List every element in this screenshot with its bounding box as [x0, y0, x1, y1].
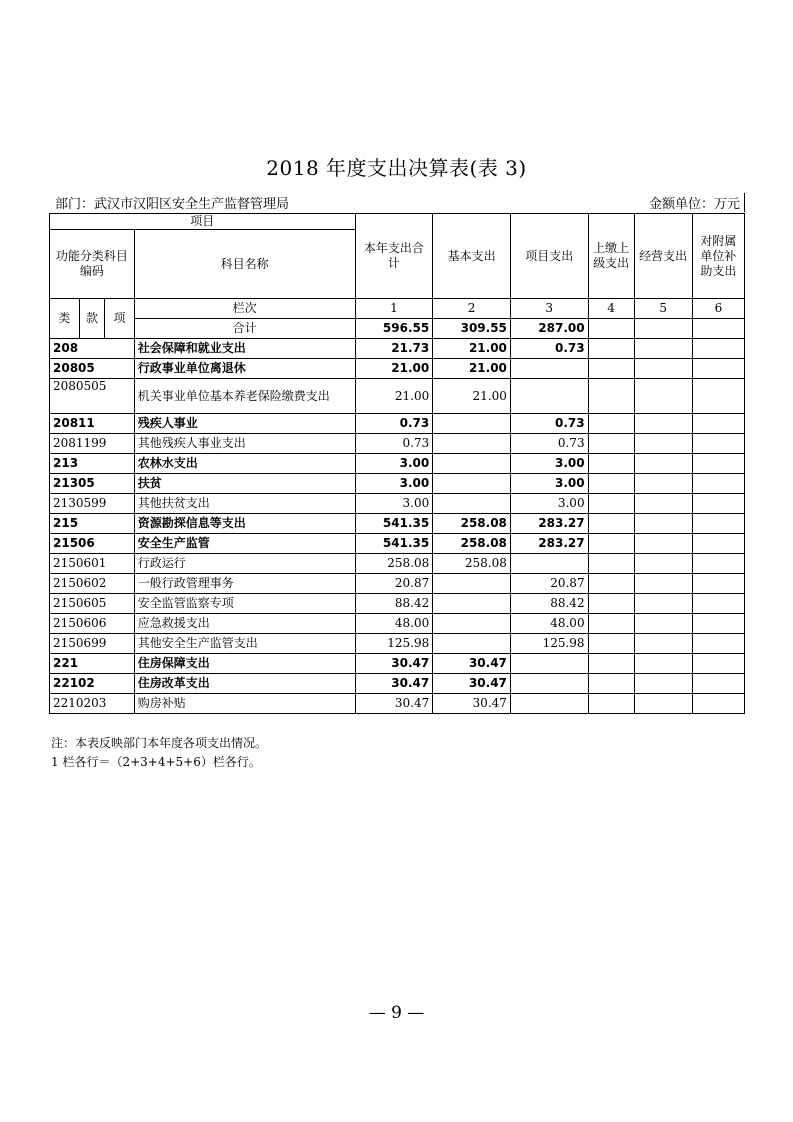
col-number-2: 2: [433, 299, 511, 319]
row-name: 安全监管监察专项: [134, 594, 355, 614]
row-col1: 125.98: [355, 634, 433, 654]
row-name: 残疾人事业: [134, 414, 355, 434]
row-col2: 30.47: [433, 674, 511, 694]
table-row: [50, 694, 745, 714]
expenditure-table: [49, 213, 745, 714]
table-row: [50, 434, 745, 454]
row-col3: 0.73: [510, 414, 588, 434]
row-col2: 258.08: [433, 514, 511, 534]
total-col3: 287.00: [510, 319, 588, 339]
row-col3: [510, 379, 588, 414]
row-name: 行政运行: [134, 554, 355, 574]
row-col1: 258.08: [355, 554, 433, 574]
table-row: [50, 379, 745, 414]
row-col1: 3.00: [355, 454, 433, 474]
row-col1: 88.42: [355, 594, 433, 614]
table-row: [50, 614, 745, 634]
table-row: [50, 594, 745, 614]
header-func-code: 功能分类科目编码: [50, 230, 135, 299]
row-col2: [433, 454, 511, 474]
row-col1: 48.00: [355, 614, 433, 634]
col-number-4: 4: [588, 299, 634, 319]
row-name: 机关事业单位基本养老保险缴费支出: [134, 379, 355, 414]
header-lanci: 栏次: [134, 299, 355, 319]
row-code: 2130599: [50, 494, 135, 514]
header-col2: 基本支出: [433, 214, 511, 299]
row-col3: [510, 654, 588, 674]
table-row: [50, 674, 745, 694]
header-subject-name: 科目名称: [134, 230, 355, 299]
row-code: 2210203: [50, 694, 135, 714]
row-col2: [433, 434, 511, 454]
row-name: 住房保障支出: [134, 654, 355, 674]
unit-label: 金额单位：万元: [649, 193, 745, 212]
row-col3: [510, 674, 588, 694]
row-col2: [433, 594, 511, 614]
row-col3: 283.27: [510, 514, 588, 534]
row-col3: 3.00: [510, 454, 588, 474]
row-col2: [433, 574, 511, 594]
page-number: — 9 —: [368, 1003, 425, 1023]
row-col2: [433, 474, 511, 494]
row-col1: 541.35: [355, 534, 433, 554]
header-col3: 项目支出: [510, 214, 588, 299]
table-row: [50, 359, 745, 379]
page-title: 2018 年度支出决算表(表 3): [266, 156, 527, 180]
department-label: 部门：武汉市汉阳区安全生产监督管理局: [55, 197, 290, 212]
row-col1: 541.35: [355, 514, 433, 534]
row-name: 其他安全生产监管支出: [134, 634, 355, 654]
total-label: 合计: [134, 319, 355, 339]
row-code: 215: [50, 514, 135, 534]
row-col1: 30.47: [355, 674, 433, 694]
table-row: [50, 534, 745, 554]
row-col1: 0.73: [355, 434, 433, 454]
header-lei: 类: [50, 299, 80, 339]
row-col1: 0.73: [355, 414, 433, 434]
row-code: 20805: [50, 359, 135, 379]
row-col2: 30.47: [433, 694, 511, 714]
row-code: 2150601: [50, 554, 135, 574]
total-col1: 596.55: [355, 319, 433, 339]
row-name: 应急救援支出: [134, 614, 355, 634]
row-col3: 20.87: [510, 574, 588, 594]
total-col2: 309.55: [433, 319, 511, 339]
row-col1: 30.47: [355, 694, 433, 714]
row-name: 一般行政管理事务: [134, 574, 355, 594]
row-col1: 21.00: [355, 379, 433, 414]
row-col2: [433, 634, 511, 654]
row-code: 21305: [50, 474, 135, 494]
row-code: 2081199: [50, 434, 135, 454]
row-code: 2150602: [50, 574, 135, 594]
row-col1: 21.00: [355, 359, 433, 379]
table-row: [50, 574, 745, 594]
row-col2: [433, 494, 511, 514]
note-2: 1 栏各行＝（2+3+4+5+6）栏各行。: [51, 755, 261, 769]
header-row-project: [50, 214, 745, 230]
row-code: 2150606: [50, 614, 135, 634]
row-col2: 258.08: [433, 534, 511, 554]
row-name: 安全生产监管: [134, 534, 355, 554]
row-col3: 3.00: [510, 494, 588, 514]
table-row: [50, 554, 745, 574]
row-col3: 125.98: [510, 634, 588, 654]
row-code: 2150605: [50, 594, 135, 614]
row-col2: 258.08: [433, 554, 511, 574]
row-col3: [510, 694, 588, 714]
row-name: 住房改革支出: [134, 674, 355, 694]
header-kuan: 款: [79, 299, 105, 339]
col-number-3: 3: [510, 299, 588, 319]
total-row: [50, 319, 745, 339]
row-col1: 3.00: [355, 474, 433, 494]
table-row: [50, 514, 745, 534]
row-name: 扶贫: [134, 474, 355, 494]
row-code: 2150699: [50, 634, 135, 654]
row-col2: 30.47: [433, 654, 511, 674]
row-name: 农林水支出: [134, 454, 355, 474]
row-col3: 283.27: [510, 534, 588, 554]
row-col3: 0.73: [510, 339, 588, 359]
row-code: 20811: [50, 414, 135, 434]
header-col4: 上缴上级支出: [588, 214, 634, 299]
row-code: 208: [50, 339, 135, 359]
row-col2: 21.00: [433, 379, 511, 414]
table-row: [50, 494, 745, 514]
table-row: [50, 634, 745, 654]
row-col3: 48.00: [510, 614, 588, 634]
row-name: 购房补贴: [134, 694, 355, 714]
row-code: 2080505: [50, 379, 135, 414]
row-col3: [510, 359, 588, 379]
row-name: 其他残疾人事业支出: [134, 434, 355, 454]
row-code: 221: [50, 654, 135, 674]
table-row: [50, 474, 745, 494]
row-col3: 3.00: [510, 474, 588, 494]
row-col3: [510, 554, 588, 574]
table-row: [50, 654, 745, 674]
header-col5: 经营支出: [634, 214, 692, 299]
table-row: [50, 414, 745, 434]
row-name: 社会保障和就业支出: [134, 339, 355, 359]
row-col1: 3.00: [355, 494, 433, 514]
table-row: [50, 339, 745, 359]
row-name: 行政事业单位离退休: [134, 359, 355, 379]
row-col2: 21.00: [433, 339, 511, 359]
row-name: 其他扶贫支出: [134, 494, 355, 514]
header-xiang: 项: [105, 299, 135, 339]
table-row: [50, 454, 745, 474]
note-1: 注：本表反映部门本年度各项支出情况。: [51, 736, 268, 750]
row-col3: 88.42: [510, 594, 588, 614]
row-col1: 20.87: [355, 574, 433, 594]
header-col6: 对附属单位补助支出: [692, 214, 744, 299]
row-code: 22102: [50, 674, 135, 694]
row-code: 21506: [50, 534, 135, 554]
row-col3: 0.73: [510, 434, 588, 454]
col-number-6: 6: [692, 299, 744, 319]
header-col1: 本年支出合计: [355, 214, 433, 299]
header-project: 项目: [50, 214, 356, 230]
row-col2: [433, 614, 511, 634]
header-row-lanci: [50, 299, 745, 319]
col-number-5: 5: [634, 299, 692, 319]
row-col1: 21.73: [355, 339, 433, 359]
row-code: 213: [50, 454, 135, 474]
row-col2: 21.00: [433, 359, 511, 379]
row-col2: [433, 414, 511, 434]
row-col1: 30.47: [355, 654, 433, 674]
row-name: 资源勘探信息等支出: [134, 514, 355, 534]
col-number-1: 1: [355, 299, 433, 319]
